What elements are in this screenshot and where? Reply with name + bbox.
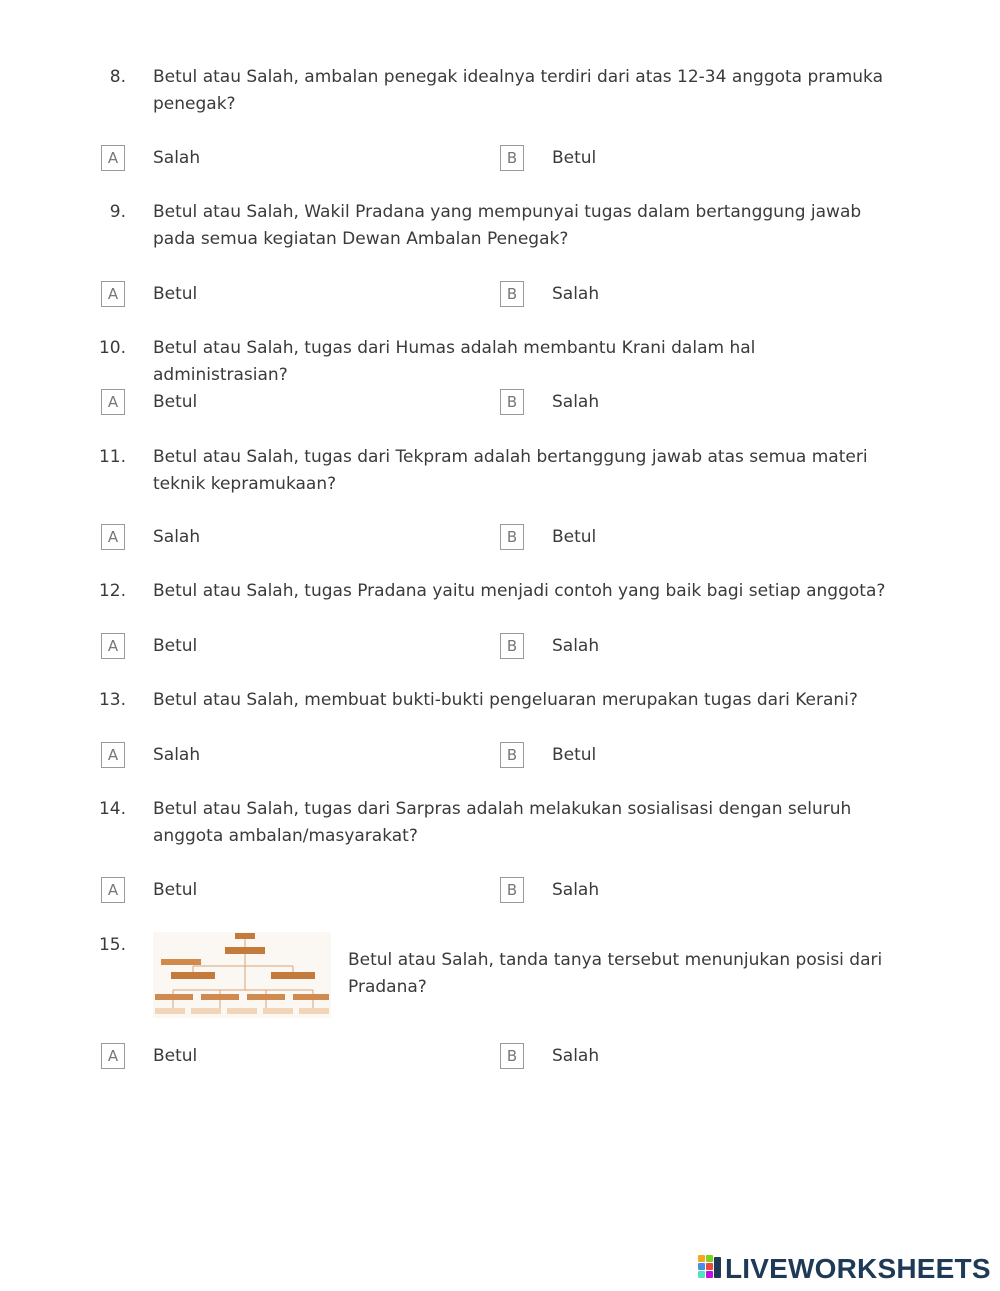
option-b-box[interactable]: B bbox=[500, 281, 524, 307]
question-text: Betul atau Salah, tugas dari Humas adalah membantu Krani dalam hal administrasian? bbox=[153, 338, 756, 385]
question-text: Betul atau Salah, ambalan penegak idealnya terdiri dari atas 12-34 anggota pramuka penegak? bbox=[153, 67, 884, 114]
option-a-label[interactable]: Betul bbox=[153, 636, 198, 656]
option-b-box[interactable]: B bbox=[500, 742, 524, 768]
question-9-options bbox=[0, 281, 1000, 309]
question-number: 15. bbox=[98, 935, 126, 955]
option-a-box[interactable]: A bbox=[101, 633, 125, 659]
option-b-label[interactable]: Betul bbox=[552, 527, 597, 547]
question-number: 10. bbox=[98, 338, 126, 358]
option-a-box[interactable]: A bbox=[101, 877, 125, 903]
question-text: Betul atau Salah, tanda tanya tersebut menunjukan posisi dari Pradana? bbox=[348, 950, 883, 997]
option-a-box[interactable]: A bbox=[101, 524, 125, 550]
question-10-options bbox=[0, 389, 1000, 417]
option-a-label[interactable]: Betul bbox=[153, 392, 198, 412]
question-13-options bbox=[0, 742, 1000, 770]
question-number: 8. bbox=[109, 67, 126, 87]
question-number: 11. bbox=[98, 447, 126, 467]
question-text: Betul atau Salah, Wakil Pradana yang mempunyai tugas dalam bertanggung jawab pada semua kegiatan Dewan Ambalan Penegak? bbox=[153, 202, 862, 249]
liveworksheets-wordmark: LIVEWORKSHEETS bbox=[725, 1253, 991, 1284]
question-15-options bbox=[0, 1043, 1000, 1071]
option-a-box[interactable]: A bbox=[101, 281, 125, 307]
option-b-box[interactable]: B bbox=[500, 877, 524, 903]
option-a-label[interactable]: Salah bbox=[153, 148, 201, 168]
option-a-box[interactable]: A bbox=[101, 145, 125, 171]
question-number: 13. bbox=[98, 690, 126, 710]
option-a-label[interactable]: Betul bbox=[153, 1046, 198, 1066]
option-b-box[interactable]: B bbox=[500, 389, 524, 415]
option-a-box[interactable]: A bbox=[101, 389, 125, 415]
option-a-label[interactable]: Betul bbox=[153, 284, 198, 304]
question-text: Betul atau Salah, membuat bukti-bukti pengeluaran merupakan tugas dari Kerani? bbox=[153, 690, 858, 710]
option-a-label[interactable]: Salah bbox=[153, 745, 201, 765]
question-11-options bbox=[0, 524, 1000, 552]
option-b-label[interactable]: Betul bbox=[552, 148, 597, 168]
question-text: Betul atau Salah, tugas dari Sarpras adalah melakukan sosialisasi dengan seluruh anggota ambalan/masyarakat? bbox=[153, 799, 852, 846]
option-b-label[interactable]: Salah bbox=[552, 392, 600, 412]
option-a-label[interactable]: Betul bbox=[153, 880, 198, 900]
org-chart-image bbox=[153, 932, 331, 1018]
option-b-label[interactable]: Salah bbox=[552, 1046, 600, 1066]
option-b-label[interactable]: Salah bbox=[552, 880, 600, 900]
option-b-box[interactable]: B bbox=[500, 633, 524, 659]
option-b-box[interactable]: B bbox=[500, 524, 524, 550]
question-12-options bbox=[0, 633, 1000, 661]
org-chart-graphic bbox=[153, 932, 331, 1018]
question-text: Betul atau Salah, tugas dari Tekpram adalah bertanggung jawab atas semua materi teknik kepramukaan? bbox=[153, 447, 868, 494]
question-8-options bbox=[0, 145, 1000, 173]
liveworksheets-logo-icon bbox=[697, 1253, 723, 1285]
liveworksheets-logo bbox=[697, 1253, 997, 1285]
question-number: 14. bbox=[98, 799, 126, 819]
option-a-label[interactable]: Salah bbox=[153, 527, 201, 547]
question-text: Betul atau Salah, tugas Pradana yaitu menjadi contoh yang baik bagi setiap anggota? bbox=[153, 581, 886, 601]
option-b-label[interactable]: Betul bbox=[552, 745, 597, 765]
option-b-label[interactable]: Salah bbox=[552, 284, 600, 304]
question-number: 12. bbox=[98, 581, 126, 601]
option-b-box[interactable]: B bbox=[500, 145, 524, 171]
question-14-options bbox=[0, 877, 1000, 905]
option-b-label[interactable]: Salah bbox=[552, 636, 600, 656]
option-a-box[interactable]: A bbox=[101, 1043, 125, 1069]
question-number: 9. bbox=[109, 202, 126, 222]
option-b-box[interactable]: B bbox=[500, 1043, 524, 1069]
option-a-box[interactable]: A bbox=[101, 742, 125, 768]
